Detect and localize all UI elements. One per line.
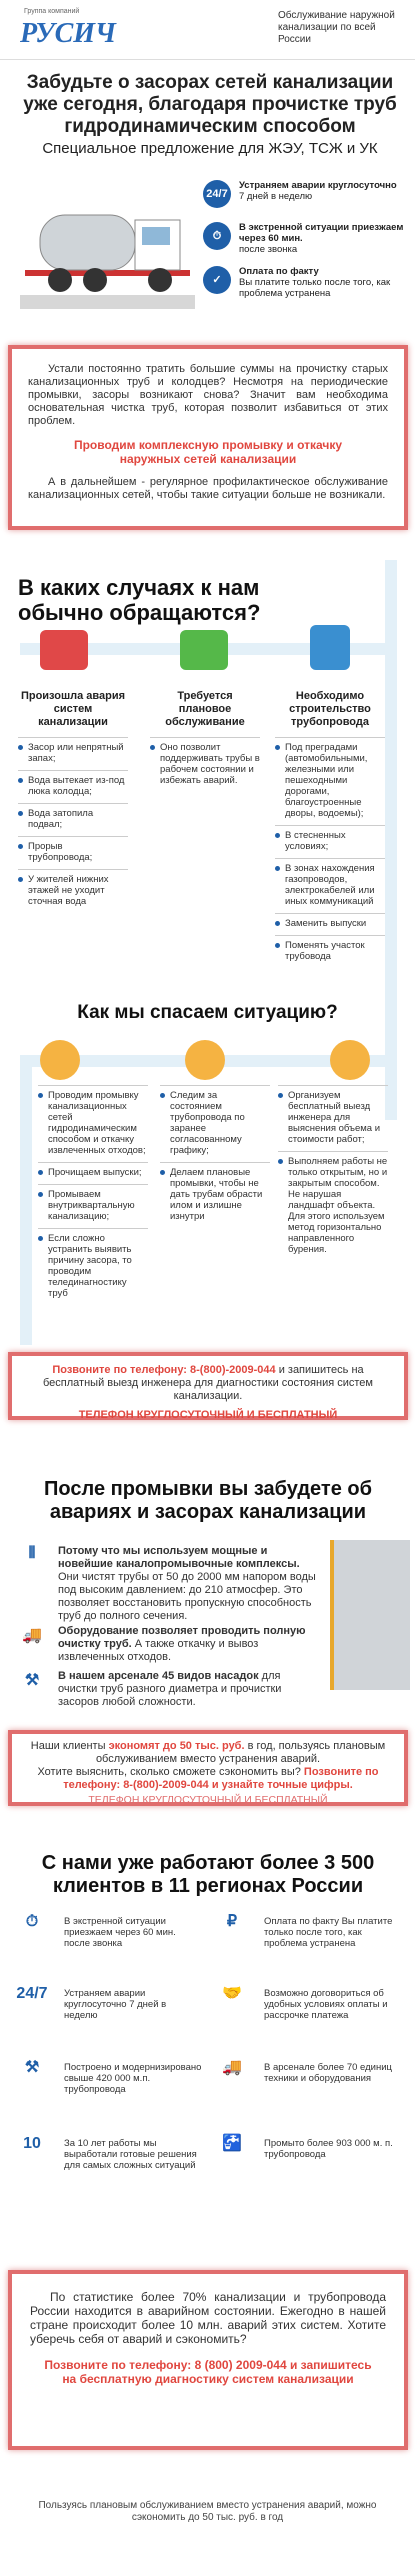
intro-highlight: Проводим комплексную промывку и откачку наружных сетей канализации (73, 438, 343, 466)
phone-link[interactable]: Позвоните по телефону: 8-(800)-2009-044 и узнайте точные цифры. (63, 1766, 379, 1791)
cta-tagline: ТЕЛЕФОН КРУГЛОСУТОЧНЫЙ И БЕСПЛАТНЫЙ (78, 1409, 338, 1421)
list-item: Выполняем работы не только открытым, но и закрытым способом. Не нарушая ландшафт объекта. Для этого используем метод горизонтально направленного бурения. (278, 1151, 388, 1255)
list-item: Следим за состоянием трубопровода по заранее согласованному графику; (160, 1085, 270, 1156)
list-item: Под преградами (автомобильными, железными или пешеходными дорогами, благоустроенные дворы, водоемы); (275, 737, 385, 819)
list-item: Заменить выпуски (275, 913, 385, 929)
cases-column (150, 690, 260, 792)
client-benefit: 24/7 Устраняем аварии круглосуточно 7 дней в неделю (12, 1988, 202, 2038)
list-item: Если сложно устранить выявить причину засора, то проводим телединагностику труб (38, 1228, 148, 1299)
final-box (8, 2270, 408, 2450)
experience-icon: 10 (23, 2135, 41, 2152)
cases-column (275, 690, 385, 968)
pipe-valve-icon (310, 625, 350, 670)
client-benefit: ⏱ В экстренной ситуации приезжаем через 60 мин. после звонка (12, 1916, 202, 1966)
feature-24-7: 24/7 Устраняем аварии круглосуточно 7 дней в неделю (205, 180, 410, 202)
after-item: 🚚 Оборудование позволяет проводить полную очистку труб. А также откачку и вывоз извлеченных отходов. (12, 1625, 322, 1664)
rescue-column (278, 1085, 388, 1261)
truck-icon: 🚚 (222, 2059, 242, 2076)
cta-box: Позвоните по телефону: 8-(800)-2009-044 и запишитесь на бесплатный выезд инженера для диагностики состояния систем канализации. ТЕЛЕФОН КРУГЛОСУТОЧНЫЙ И БЕСПЛАТНЫЙ (8, 1352, 408, 1420)
cases-column (18, 690, 128, 913)
final-text: По статистике более 70% канализации и трубопровода России находится в аварийном состоянии. Ежегодно в нашей стране происходит более 10 млн. аварий этих систем. Хотите уберечь себя от аварий и сэкономить? (30, 2290, 386, 2346)
phone-link[interactable]: Позвоните по телефону: 8 (800) 2009-044 и запишитесь на бесплатную диагностику систем канализации (44, 2358, 372, 2386)
rescue-title: Как мы спасаем ситуацию? (77, 1002, 338, 1023)
24-7-icon: 24/7 (203, 180, 231, 208)
logo-group-label: Группа компаний (24, 8, 80, 15)
handshake-icon: 🤝 (222, 1985, 242, 2002)
rescue-column (38, 1085, 148, 1305)
list-item: Поменять участок трубовода (275, 935, 385, 962)
intro-box (8, 345, 408, 530)
tools-icon: ⚒ (24, 1672, 40, 1689)
worker-icon (330, 1040, 370, 1080)
client-benefit: ⚒ Построено и модернизировано свыше 420 000 м.п. трубопровода (12, 2062, 202, 2112)
client-benefit: 10 За 10 лет работы мы выработали готовые решения для самых сложных ситуаций (12, 2138, 202, 2198)
cases-caption: Требуется плановое обслуживание (165, 690, 245, 728)
client-benefit: 🤝 Возможно договориться об удобных условиях оплаты и рассрочке платежа (212, 1988, 402, 2038)
wallet-icon: ₽ (226, 1913, 238, 1930)
header (0, 0, 415, 60)
tools-icon: ⚒ (24, 2059, 40, 2076)
pipe-valve-icon (40, 630, 88, 670)
truck-image (20, 175, 195, 315)
list-item: У жителей нижних этажей не уходит сточная вода (18, 869, 128, 907)
logo[interactable]: РУСИЧ (20, 18, 117, 49)
client-benefit: 🚚 В арсенале более 70 единиц техники и оборудования (212, 2062, 402, 2112)
client-benefit: ₽ Оплата по факту Вы платите только после того, как проблема устранена (212, 1916, 402, 1966)
feature-payment: ✓ Оплата по факту Вы платите только после того, как проблема устранена (205, 266, 410, 299)
client-benefit: 🚰 Промыто более 903 000 м. п. трубопровода (212, 2138, 402, 2198)
cases-caption: Необходимо строительство трубопровода (289, 690, 371, 728)
after-title: После промывки вы забудете об авариях и засорах канализации (44, 1478, 372, 1523)
phone-link[interactable]: Позвоните по телефону: 8-(800)-2009-044 (52, 1364, 276, 1376)
list-item: Промываем внутриквартальную канализацию; (38, 1184, 148, 1222)
list-item: Прочищаем выпуски; (38, 1162, 148, 1178)
list-item: Делаем плановые промывки, чтобы не дать трубам обрасти илом и излишне изнутри (160, 1162, 270, 1222)
cta-tagline: ТЕЛЕФОН КРУГЛОСУТОЧНЫЙ И БЕСПЛАТНЫЙ (88, 1794, 328, 1806)
clock-icon: ⏱ (25, 1913, 39, 1930)
header-tagline: Обслуживание наружной канализации по всей России (278, 10, 395, 45)
list-item: Вода вытекает из-под люка колодца; (18, 770, 128, 797)
list-item: Оно позволит поддерживать трубы в рабочем состоянии и избежать аварий. (150, 737, 260, 786)
after-item: ⫴ Потому что мы используем мощные и новейшие каналопромывочные комплексы. Они чистят трубы от 50 до 2000 мм напором воды под высоким давлением: до 210 атмосфер. Это позволяет восстановить пропускную способность труб до полного сечения. (12, 1545, 322, 1623)
list-item: Вода затопила подвал; (18, 803, 128, 830)
footer-note: Пользуясь плановым обслуживанием вместо устранения аварий, можно сэкономить до 50 тыс. руб. в год (38, 2500, 377, 2523)
list-item: В зонах нахождения газопроводов, электрокабелей или иных коммуникаций (275, 858, 385, 907)
cases-title: В каких случаях к нам обычно обращаются? (18, 575, 261, 625)
clients-title: С нами уже работают более 3 500 клиентов в 11 регионах России (41, 1852, 375, 1897)
pipe-decor (20, 1055, 32, 1345)
intro-text-2: А в дальнейшем - регулярное профилактическое обслуживание канализационных сетей, чтобы такие ситуации больше не возникали. (28, 476, 388, 501)
hero-subtitle: Специальное предложение для ЖЭУ, ТСЖ и УК (42, 140, 378, 157)
after-item: ⚒ В нашем арсенале 45 видов насадок для очистки труб разного диаметра и прочистки засоров любой сложности. (12, 1670, 322, 1709)
worker-icon (40, 1040, 80, 1080)
pipe-valve-icon (180, 630, 228, 670)
worker-icon (185, 1040, 225, 1080)
list-item: Прорыв трубопровода; (18, 836, 128, 863)
check-icon: ✓ (203, 266, 231, 294)
clock-icon: ⏱ (203, 222, 231, 250)
feature-60-min: ⏱ В экстренной ситуации приезжаем через 60 мин. после звонка (205, 222, 410, 255)
equipment-image (330, 1540, 410, 1690)
list-item: В стесненных условиях; (275, 825, 385, 852)
savings-box: Наши клиенты экономят до 50 тыс. руб. в год, пользуясь плановым обслуживанием вместо устранения аварий. Хотите выяснить, сколько сможете сэкономить вы? Позвоните по телефону: 8-(800)-2009-044 и узнайте точные цифры. ТЕЛЕФОН КРУГЛОСУТОЧНЫЙ И БЕСПЛАТНЫЙ (8, 1730, 408, 1806)
list-item: Засор или непрятный запах; (18, 737, 128, 764)
rescue-column (160, 1085, 270, 1228)
truck-icon: 🚚 (22, 1627, 42, 1644)
pipe-icon: ⫴ (28, 1545, 36, 1562)
intro-text: Устали постоянно тратить большие суммы на прочистку старых канализационных труб и колодцев? Несмотря на периодические промывки, засоры возникают снова? Значит вам необходима основательная чистка труб, которая позволит избавиться от этих проблем. (28, 363, 388, 427)
hero-title: Забудьте о засорах сетей канализации уже сегодня, благодаря прочистке труб гидродинамическим способом (23, 72, 397, 137)
24-7-icon: 24/7 (16, 1985, 48, 2002)
faucet-icon: 🚰 (222, 2135, 242, 2152)
list-item: Организуем бесплатный выезд инженера для выяснения объема и стоимости работ; (278, 1085, 388, 1145)
list-item: Проводим промывку канализационных сетей гидродинамическим способом и откачку извлеченных отходов; (38, 1085, 148, 1156)
cases-caption: Произошла авария систем канализации (20, 690, 126, 728)
